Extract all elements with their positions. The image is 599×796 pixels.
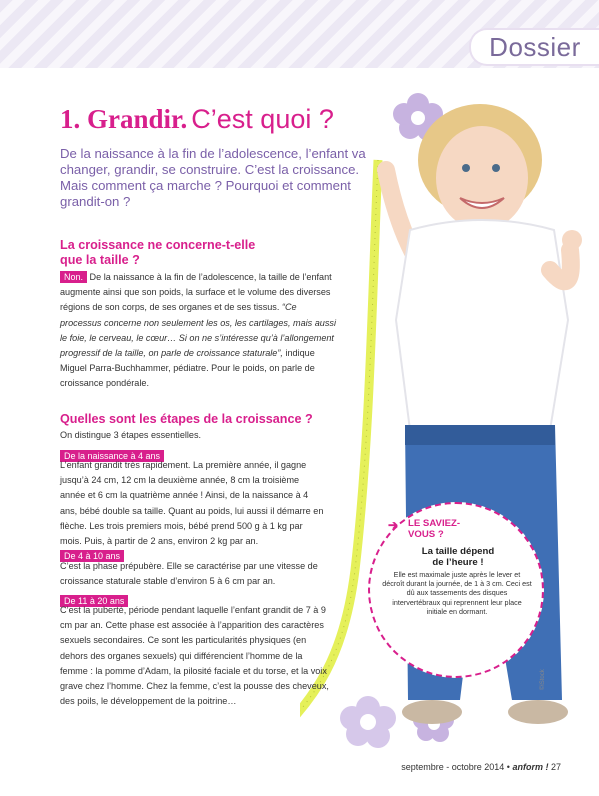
stage-text-1: L’enfant grandit très rapidement. La première année, il gagne jusqu’à 24 cm, 12 cm la deuxième année, 8 cm la troisième année et 6 cm la quatrième année ! Ainsi, de la naissance à 4 ans, bébé double sa taille. Quant au poids, lui aussi il démarre en flèche. Les trois premiers mois, bébé prend 500 g à 1 kg par mois. Puis, à partir de 2 ans, environ 2 kg par an.	[60, 460, 324, 547]
stage-text-2: C’est la phase prépubère. Elle se caractérise par une vitesse de croissance staturale stable d’environ 5 à 6 cm par an.	[60, 561, 318, 587]
section2-intro: On distingue 3 étapes essentielles.	[60, 430, 202, 440]
callout-body: Elle est maximale juste après le lever et décroît durant la journée, de 1 à 3 cm. Ceci est dû aux tassements des disques intervertébraux qui reprennent leur place initiale en dormant.	[382, 570, 532, 616]
stage-tag-1: De la naissance à 4 ans	[60, 446, 164, 464]
title-number: 1. Grandir.	[60, 104, 188, 134]
title-rest: C’est quoi ?	[191, 104, 334, 134]
section1-text2: indique Miguel Parra-Buchhammer, pédiatre. Pour le poids, on parle de croissance pondérale.	[60, 348, 315, 389]
page-title	[60, 104, 334, 135]
section1-heading-line2: que la taille ?	[60, 253, 140, 267]
page-number: 27	[550, 762, 561, 772]
pediatrician-quote: “Ce processus concerne non seulement les os, les cartilages, mais aussi le foie, le cerveau, le cœur… Si on ne s’intéresse qu’à l’allongement progressif de la taille, on parle de croissance staturale”,	[60, 302, 336, 359]
section2-heading: Quelles sont les étapes de la croissance ?	[60, 412, 313, 426]
answer-tag: Non.	[60, 271, 87, 283]
stage-text-3: C’est la puberté, période pendant laquelle l’enfant grandit de 7 à 9 cm par an. Cette phase est associée à l’apparition des caractères sexuels secondaires. Ce sont les particularités physiques (en dehors des organes sexuels) qui différencient l’homme de la femme : la pomme d’Adam, la pilosité faciale et du torse, et la voix grave chez l’homme. Chez la femme, c’est la pousse des cheveux, des poils, le développement de la poitrine…	[60, 605, 329, 707]
magazine-brand: anform !	[512, 762, 549, 772]
page-footer	[401, 762, 561, 772]
section-tab: Dossier	[469, 28, 599, 66]
photo-credit: ©iStock	[540, 669, 546, 690]
section1-heading-line1: La croissance ne concerne-t-elle	[60, 238, 256, 252]
callout-label: LE SAVIEZ- VOUS ?	[408, 518, 461, 540]
did-you-know-box	[368, 502, 544, 678]
stage-tag-2: De 4 à 10 ans	[60, 546, 124, 564]
section1-text1: De la naissance à la fin de l’adolescence, la taille de l’enfant augmente ainsi que son poids, la surface et le volume des diverses régions de son corps, de ses organes et de ses tissus.	[60, 272, 332, 313]
intro-text: De la naissance à la fin de l’adolescence, l’enfant va changer, grandir, se construire. C’est la croissance. Mais comment ça marche ? Pourquoi et comment grandit-on ?	[60, 146, 366, 209]
section1-body	[60, 270, 338, 392]
arrow-icon: ➔	[388, 518, 399, 532]
issue-date: septembre - octobre 2014 •	[401, 762, 510, 772]
section1-heading	[60, 238, 255, 268]
stage-tag-3: De 11 à 20 ans	[60, 591, 128, 609]
callout-subtitle: La taille dépend de l’heure !	[421, 546, 495, 568]
